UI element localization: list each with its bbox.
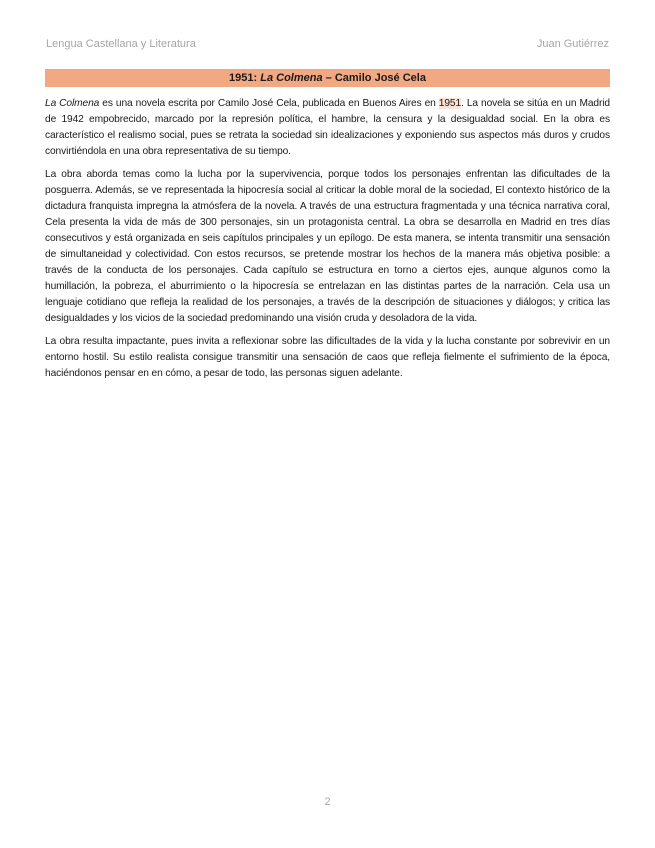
- work-title-italic: La Colmena: [45, 98, 100, 109]
- paragraph-3: La obra resulta impactante, pues invita a reflexionar sobre las dificultades de la vida y la lucha constante por sobrevivir en un entorno hostil. Su estilo realista consigue transmitir una sensación de caos que refleja fielmente el sufrimiento de la época, haciéndonos pensar en en cómo, a pesar de todo, las personas siguen adelante.: [45, 336, 610, 379]
- paragraph-1: [45, 96, 610, 160]
- paragraph-1-text-a: es una novela escrita por Camilo José Cela, publicada en Buenos Aires en: [99, 98, 439, 109]
- section-title: [45, 69, 610, 87]
- highlighted-year: 1951: [438, 98, 462, 109]
- title-separator: –: [322, 72, 335, 84]
- page-header: [46, 38, 609, 50]
- title-year: 1951:: [229, 72, 261, 84]
- paragraph-1-text-b: . La novela se sitúa en un Madrid de 1942 empobrecido, marcado por la represión política, el hambre, la censura y la desigualdad social. En la obra es característico el realismo social, pues se retrata la sociedad sin idealizaciones y exponiendo sus aspectos más duros y crudos convirtiéndola en una obra representativa de su tiempo.: [45, 98, 611, 157]
- paragraph-2: La obra aborda temas como la lucha por la supervivencia, porque todos los personajes enfrentan las dificultades de la posguerra. Además, se ve representada la hipocresía social al criticar la doble moral de la sociedad, El contexto histórico de la dictadura franquista impregna la atmósfera de la novela. A través de una estructura fragmentada y una técnica narrativa coral, Cela presenta la vida de más de 300 personajes, sin un protagonista central. La obra se desarrolla en Madrid en tres días consecutivos y está organizada en seis capítulos principales y un epílogo. De esta manera, se intenta transmitir una sensación de simultaneidad y colectividad. Con estos recursos, se pretende mostrar los hechos de la manera más objetiva posible: a través de la conducta de los personajes. Cada capítulo se estructura en torno a ciertos ejes, aunque algunos como la humillación, la pobreza, el aburrimiento o la hipocresía se entrelazan en las distintas partes de la narración. Cela usa un lenguaje cotidiano que refleja la realidad de los personajes, a través de la descripción de situaciones y diálogos; y critica las desigualdades y los vicios de la sociedad predominando una visión cruda y desoladora de la vida.: [45, 169, 610, 324]
- header-subject: Lengua Castellana y Literatura: [46, 38, 196, 50]
- title-work: La Colmena: [260, 72, 323, 84]
- body-text: [45, 96, 610, 389]
- header-author: Juan Gutiérrez: [536, 38, 609, 50]
- title-author: Camilo José Cela: [334, 72, 426, 84]
- page-number: 2: [324, 796, 331, 808]
